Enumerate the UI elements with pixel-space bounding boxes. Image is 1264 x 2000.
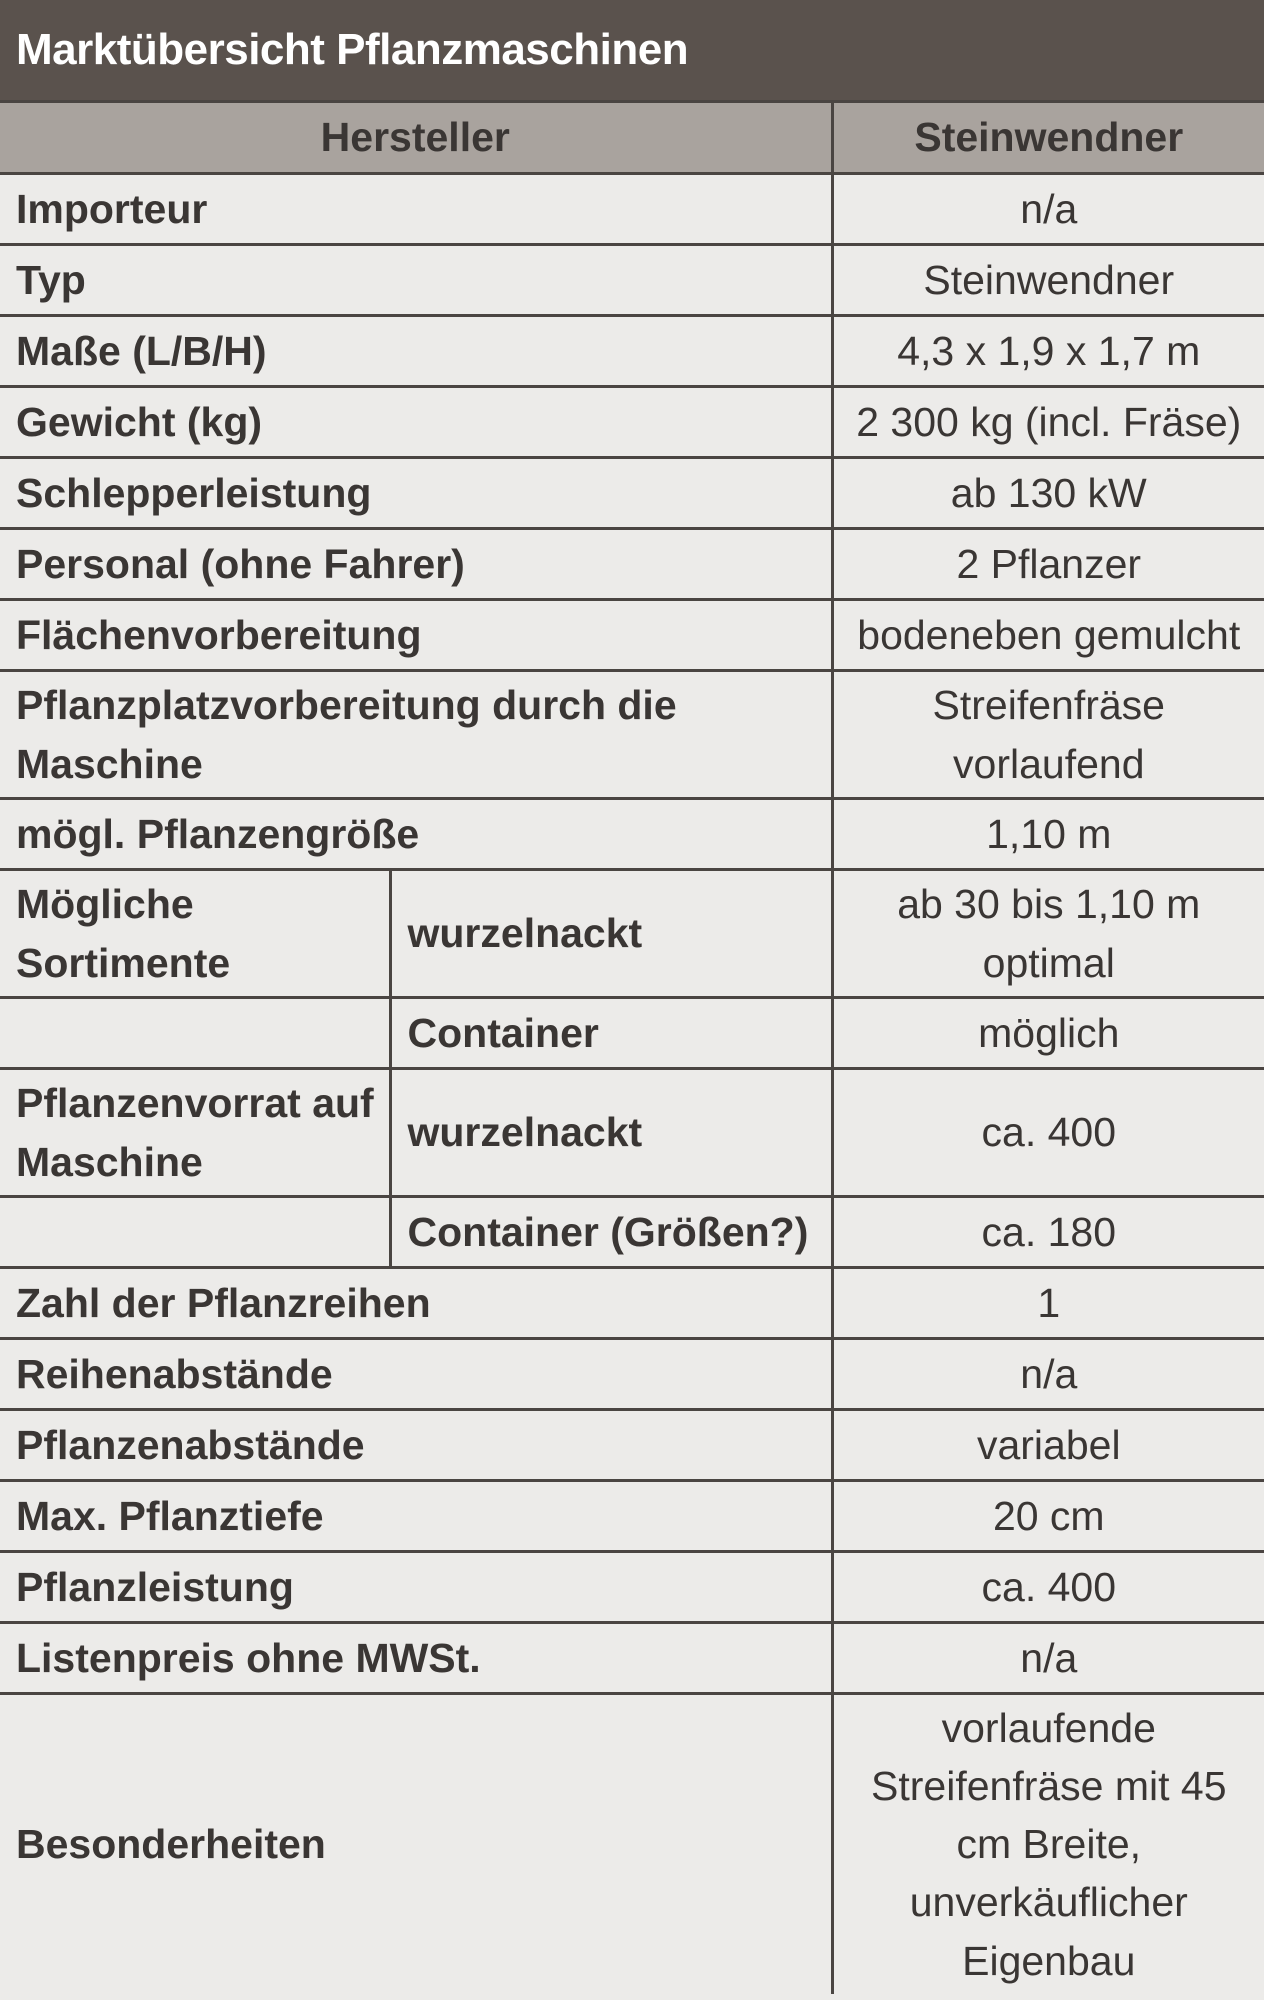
row-label: Typ: [0, 245, 832, 316]
row-label: [0, 1197, 390, 1268]
table-header-row: [0, 102, 1264, 174]
table-row: [0, 1481, 1264, 1552]
row-sublabel: Container: [390, 998, 832, 1069]
row-label: Zahl der Pflanzreihen: [0, 1268, 832, 1339]
row-label: Gewicht (kg): [0, 387, 832, 458]
table-row: [0, 316, 1264, 387]
table-row: [0, 799, 1264, 870]
table-row: [0, 174, 1264, 245]
table-row: [0, 1410, 1264, 1481]
row-value: 20 cm: [832, 1481, 1264, 1552]
table-row: [0, 1197, 1264, 1268]
row-value: Steinwendner: [832, 245, 1264, 316]
row-value: bodeneben gemulcht: [832, 600, 1264, 671]
row-label: Pflanzleistung: [0, 1552, 832, 1623]
table-row: [0, 671, 1264, 799]
row-label: Schlepperleistung: [0, 458, 832, 529]
row-value: ca. 180: [832, 1197, 1264, 1268]
row-value: ca. 400: [832, 1069, 1264, 1197]
row-value: n/a: [832, 1623, 1264, 1694]
row-label: Reihenabstände: [0, 1339, 832, 1410]
table-row: [0, 387, 1264, 458]
row-value: Streifenfräse vorlaufend: [832, 671, 1264, 799]
row-value: möglich: [832, 998, 1264, 1069]
row-label: Pflanzenvorrat auf Maschine: [0, 1069, 390, 1197]
row-label: Mögliche Sortimente: [0, 870, 390, 998]
table-row: [0, 1268, 1264, 1339]
row-value: ab 130 kW: [832, 458, 1264, 529]
table-row: [0, 600, 1264, 671]
header-manufacturer: Hersteller: [0, 102, 832, 174]
table-row: [0, 1694, 1264, 1994]
table-row: [0, 458, 1264, 529]
row-value: variabel: [832, 1410, 1264, 1481]
table-row: [0, 870, 1264, 998]
row-value: 4,3 x 1,9 x 1,7 m: [832, 316, 1264, 387]
table-row: [0, 245, 1264, 316]
row-label: [0, 998, 390, 1069]
row-label: mögl. Pflanzengröße: [0, 799, 832, 870]
row-sublabel: Container (Größen?): [390, 1197, 832, 1268]
table-row: [0, 1339, 1264, 1410]
row-value: 1,10 m: [832, 799, 1264, 870]
row-label: Max. Pflanztiefe: [0, 1481, 832, 1552]
table-row: [0, 529, 1264, 600]
row-sublabel: wurzelnackt: [390, 1069, 832, 1197]
row-value: 1: [832, 1268, 1264, 1339]
row-sublabel: wurzelnackt: [390, 870, 832, 998]
table-row: [0, 1069, 1264, 1197]
row-label: Pflanzenabstände: [0, 1410, 832, 1481]
table-row: [0, 998, 1264, 1069]
page-title: Marktübersicht Pflanzmaschinen: [0, 0, 1264, 100]
row-label: Pflanzplatzvorbereitung durch die Maschine: [0, 671, 832, 799]
row-value: ca. 400: [832, 1552, 1264, 1623]
row-label: Maße (L/B/H): [0, 316, 832, 387]
row-label: Importeur: [0, 174, 832, 245]
row-value: ab 30 bis 1,10 m optimal: [832, 870, 1264, 998]
row-label: Listenpreis ohne MWSt.: [0, 1623, 832, 1694]
table-row: [0, 1623, 1264, 1694]
row-value: vorlaufende Streifenfräse mit 45 cm Breite, unverkäuflicher Eigenbau: [832, 1694, 1264, 1994]
row-label: Besonderheiten: [0, 1694, 832, 1994]
row-value: n/a: [832, 174, 1264, 245]
row-value: n/a: [832, 1339, 1264, 1410]
header-brand: Steinwendner: [832, 102, 1264, 174]
table-row: [0, 1552, 1264, 1623]
row-label: Personal (ohne Fahrer): [0, 529, 832, 600]
row-label: Flächenvorbereitung: [0, 600, 832, 671]
row-value: 2 300 kg (incl. Fräse): [832, 387, 1264, 458]
row-value: 2 Pflanzer: [832, 529, 1264, 600]
comparison-table: [0, 100, 1264, 1994]
